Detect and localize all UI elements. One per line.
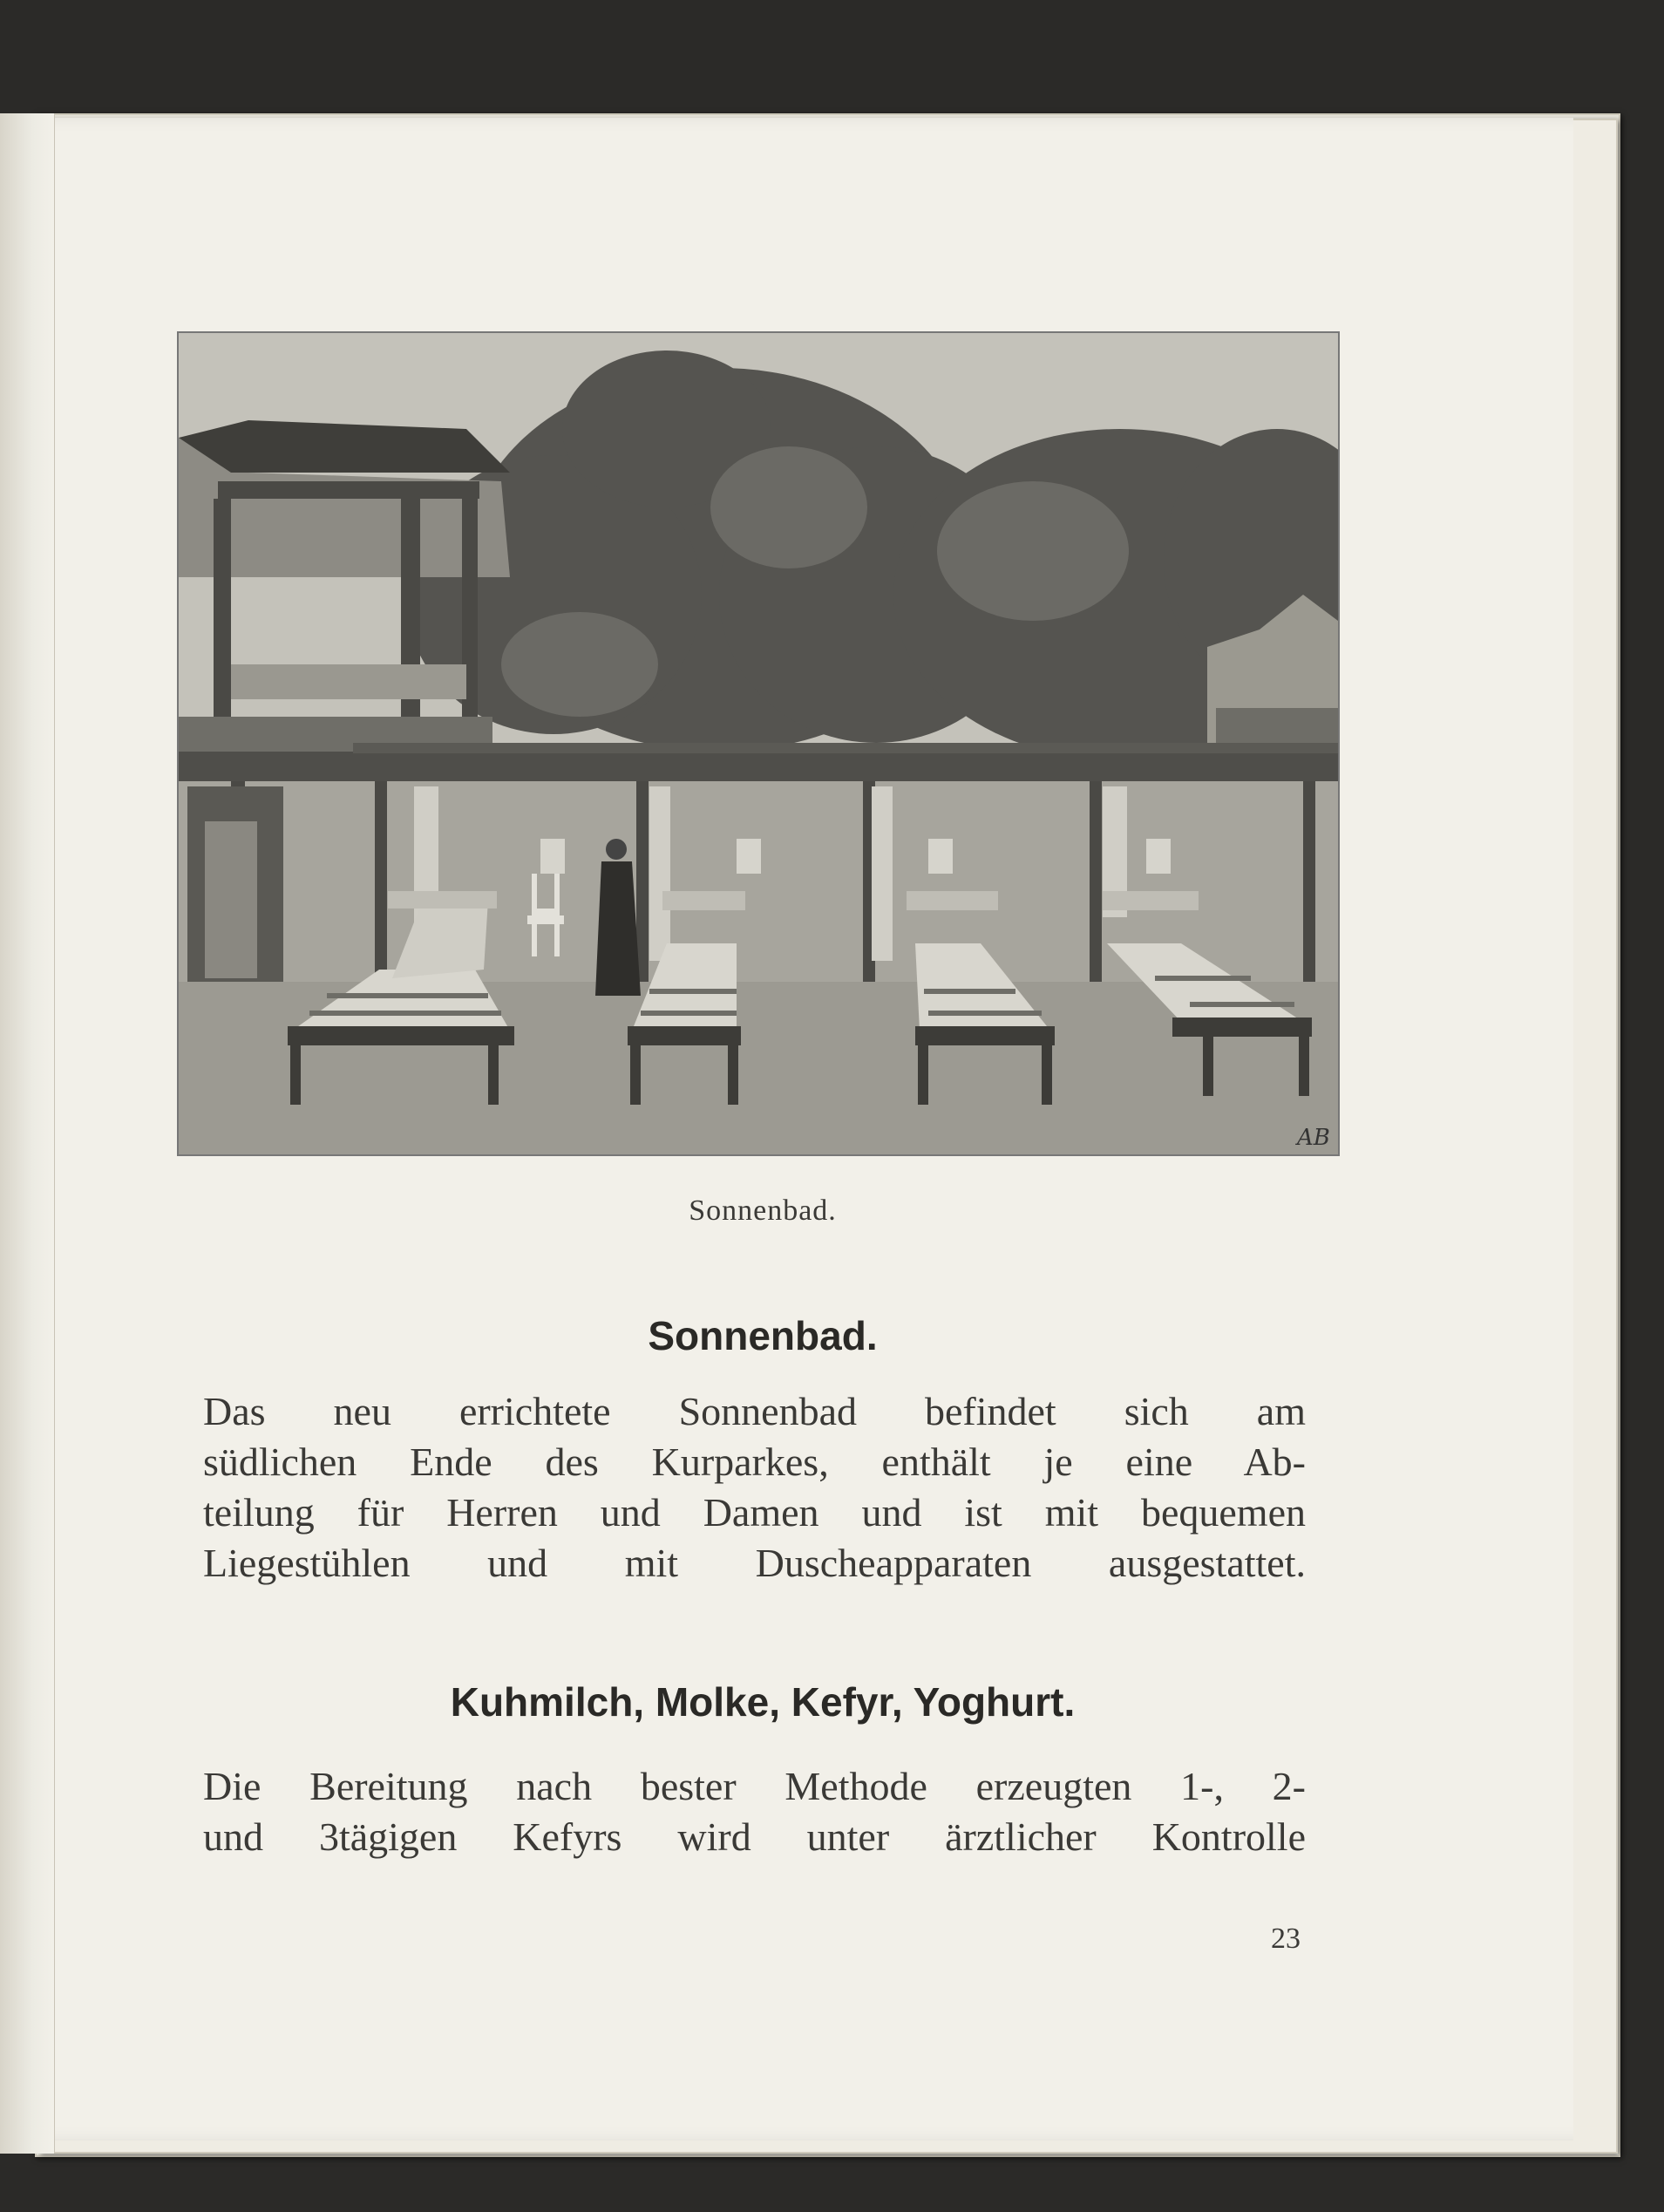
sun-bath-photo — [177, 331, 1340, 1156]
sonnenbad-paragraph — [203, 1386, 1306, 1589]
sun-bath-illustration — [179, 333, 1338, 1154]
paragraph-line: und 3tägigen Kefyrs wird unter ärztlicher Kontrolle — [203, 1814, 1306, 1859]
section-heading-sonnenbad: Sonnenbad. — [648, 1313, 878, 1358]
paragraph-line: teilung für Herren und Damen und ist mit bequemen — [203, 1490, 1306, 1535]
kuhmilch-paragraph — [203, 1761, 1306, 1862]
page-number: 23 — [1271, 1923, 1301, 1955]
paragraph-line: Das neu errichtete Sonnenbad befindet sich am — [203, 1389, 1306, 1433]
paragraph-line: Liegestühlen und mit Duscheapparaten ausgestattet. — [203, 1541, 1306, 1585]
paragraph-line: Die Bereitung nach bester Methode erzeugten 1-, 2- — [203, 1764, 1306, 1808]
photo-monogram: AB — [1297, 1125, 1330, 1151]
photo-caption: Sonnenbad. — [689, 1194, 837, 1227]
book-gutter — [0, 113, 55, 2154]
section-heading-kuhmilch: Kuhmilch, Molke, Kefyr, Yoghurt. — [450, 1679, 1076, 1725]
paragraph-line: südlichen Ende des Kurparkes, enthält je eine Ab- — [203, 1440, 1306, 1484]
